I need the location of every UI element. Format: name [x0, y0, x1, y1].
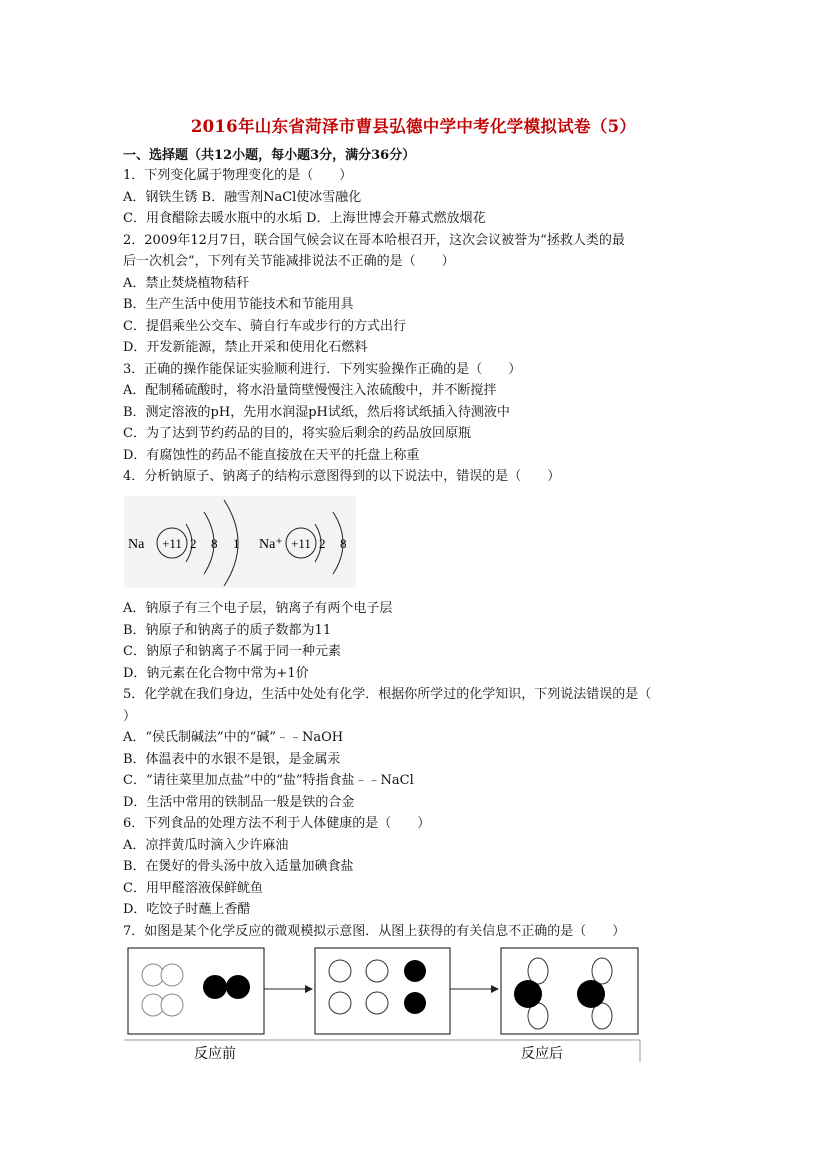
text-line: C．提倡乘坐公交车、骑自行车或步行的方式出行	[123, 318, 406, 334]
questions-1-to-4	[123, 165, 713, 488]
text-line: A．钠原子有三个电子层，钠离子有两个电子层	[123, 601, 393, 616]
text-line: 4．分析钠原子、钠离子的结构示意图得到的以下说法中，错误的是（ ）	[123, 469, 561, 484]
text-line: A．禁止焚烧植物秸秆	[123, 275, 250, 291]
text-line: C．用甲醛溶液保鲜鱿鱼	[123, 880, 263, 896]
questions-4-to-7	[123, 598, 713, 942]
hydrogen-atom	[329, 960, 351, 982]
na-atom-shell-3-count: 1	[233, 536, 240, 551]
text-line: 3．正确的操作能保证实验顺利进行．下列实验操作正确的是（ ）	[123, 361, 522, 377]
after-label: 反应后	[521, 1046, 563, 1062]
na-atom-shell-2-count: 8	[211, 536, 218, 551]
text-line: D．生活中常用的铁制品一般是铁的合金	[123, 794, 355, 810]
text-line: ）	[123, 708, 137, 724]
text-line: C．“请往菜里加点盐”中的“盐”特指食盐﹣﹣NaCl	[123, 773, 414, 788]
na-ion-symbol: Na⁺	[259, 537, 283, 552]
text-line: B．测定溶液的pH，先用水润湿pH试纸，然后将试纸插入待测液中	[123, 404, 510, 420]
text-line: A．“侯氏制碱法”中的“碱”﹣﹣NaOH	[123, 730, 344, 745]
text-line: 2．2009年12月7日，联合国气候会议在哥本哈根召开，这次会议被誉为“拯救人类的最	[123, 232, 625, 248]
reaction-figure	[124, 944, 642, 1064]
na-ion-nucleus-charge: +11	[291, 536, 311, 551]
text-line: 6．下列食品的处理方法不利于人体健康的是（ ）	[123, 816, 431, 831]
text-line: D．有腐蚀性的药品不能直接放在天平的托盘上称重	[123, 447, 420, 463]
atom-structure-figure	[124, 496, 356, 588]
text-line: 1．下列变化属于物理变化的是（ ）	[123, 168, 353, 183]
section-heading: 一、选择题（共12小题，每小题3分，满分36分）	[123, 148, 416, 163]
text-line: D．吃饺子时蘸上香醋	[123, 902, 251, 917]
text-line: 5．化学就在我们身边，生活中处处有化学．根据你所学过的化学知识，下列说法错误的是（	[123, 687, 652, 702]
oxygen-atom	[404, 992, 426, 1014]
hydrogen-atom	[329, 992, 351, 1014]
text-line: A．钢铁生锈 B．融雪剂NaCl使冰雪融化	[123, 189, 362, 205]
text-line: B．体温表中的水银不是银，是金属汞	[123, 751, 341, 767]
oxygen-atom	[404, 960, 426, 982]
text-line: D．开发新能源，禁止开采和使用化石燃料	[123, 340, 368, 355]
exam-title: 2016年山东省菏泽市曹县弘德中学中考化学模拟试卷（5）	[190, 117, 637, 136]
text-line: 7．如图是某个化学反应的微观模拟示意图．从图上获得的有关信息不正确的是（ ）	[123, 923, 626, 939]
text-line: A．凉拌黄瓜时滴入少许麻油	[123, 837, 289, 853]
hydrogen-atom	[366, 992, 388, 1014]
na-atom-nucleus-charge: +11	[162, 536, 182, 551]
before-label: 反应前	[194, 1046, 236, 1062]
hydrogen-atom	[366, 960, 388, 982]
text-line: 后一次机会”，下列有关节能减排说法不正确的是（ ）	[123, 254, 455, 269]
text-line: A．配制稀硫酸时，将水沿量筒壁慢慢注入浓硫酸中，并不断搅拌	[123, 383, 497, 398]
text-line: B．生产生活中使用节能技术和节能用具	[123, 297, 354, 312]
text-line: D．钠元素在化合物中常为+1价	[123, 665, 309, 681]
na-atom-shell-1-count: 2	[190, 536, 197, 551]
na-ion-shell-2-count: 8	[340, 536, 347, 551]
text-line: C．用食醋除去暖水瓶中的水垢 D．上海世博会开幕式燃放烟花	[123, 211, 486, 226]
text-line: C．钠原子和钠离子不属于同一种元素	[123, 644, 341, 659]
text-line: B．钠原子和钠离子的质子数都为11	[123, 622, 332, 638]
na-ion-shell-1-count: 2	[319, 536, 326, 551]
na-atom-symbol: Na	[128, 537, 145, 552]
text-line: B．在煲好的骨头汤中放入适量加碘食盐	[123, 859, 354, 874]
text-line: C．为了达到节约药品的目的，将实验后剩余的药品放回原瓶	[123, 426, 471, 441]
